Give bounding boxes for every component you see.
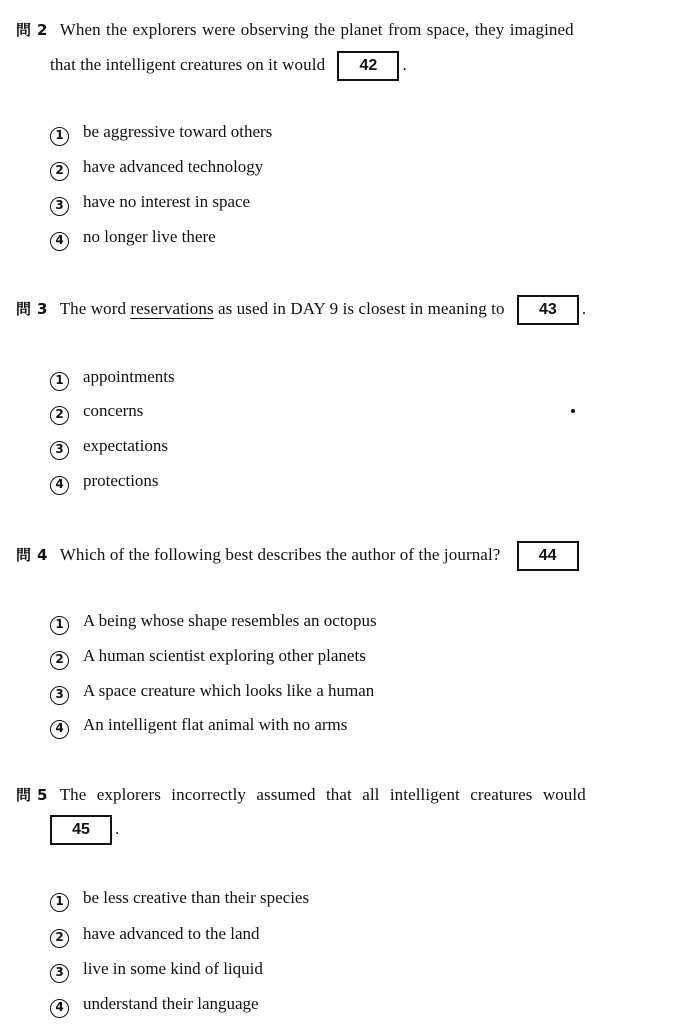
option-1[interactable] (50, 365, 175, 391)
stray-dot (571, 409, 575, 413)
circled-number-1-icon: 1 (50, 616, 69, 635)
option-4[interactable] (50, 469, 159, 495)
circled-number-2-icon: 2 (50, 406, 69, 425)
option-text: live in some kind of liquid (83, 959, 263, 978)
circled-number-1-icon: 1 (50, 372, 69, 391)
option-3[interactable] (50, 957, 263, 983)
question-text-after: as used in DAY 9 is closest in meaning to (217, 298, 505, 318)
period: . (402, 54, 407, 74)
question-stem-line-1 (16, 18, 574, 42)
period: . (581, 298, 587, 318)
circled-number-2-icon: 2 (50, 929, 69, 948)
answer-box[interactable]: 45 (50, 815, 112, 845)
option-text: concerns (83, 401, 144, 420)
option-4[interactable] (50, 225, 216, 251)
question-number: 問 3 (16, 299, 48, 318)
question-text-before: The word (59, 298, 127, 318)
option-1[interactable] (50, 120, 272, 146)
answer-box[interactable]: 43 (517, 295, 579, 325)
option-2[interactable] (50, 399, 143, 425)
circled-number-1-icon: 1 (50, 127, 69, 146)
question-stem-line-1 (16, 541, 579, 571)
circled-number-4-icon: 4 (50, 720, 69, 739)
option-2[interactable] (50, 922, 260, 948)
option-text: A human scientist exploring other planets (83, 646, 366, 665)
question-number: 問 5 (16, 786, 48, 804)
option-text: appointments (83, 367, 175, 386)
option-3[interactable] (50, 679, 374, 705)
circled-number-2-icon: 2 (50, 651, 69, 670)
question-stem-line-1 (16, 295, 586, 325)
question-text: that the intelligent creatures on it would (50, 54, 326, 74)
option-text: A being whose shape resembles an octopus (83, 611, 377, 630)
question-stem-line-2 (50, 51, 407, 81)
question-text: The explorers incorrectly assumed that all intelligent creatures would (59, 785, 586, 804)
option-2[interactable] (50, 155, 263, 181)
option-text: A space creature which looks like a human (83, 681, 375, 700)
underlined-word: reservations (130, 298, 214, 318)
option-4[interactable] (50, 992, 259, 1018)
period: . (115, 818, 120, 838)
option-1[interactable] (50, 609, 377, 635)
option-text: expectations (83, 436, 168, 455)
circled-number-3-icon: 3 (50, 964, 69, 983)
question-text: When the explorers were observing the planet from space, they imagined (59, 20, 574, 39)
option-text: have advanced to the land (83, 924, 260, 943)
circled-number-3-icon: 3 (50, 441, 69, 460)
circled-number-1-icon: 1 (50, 893, 69, 912)
option-text: have no interest in space (83, 192, 251, 211)
circled-number-4-icon: 4 (50, 476, 69, 495)
circled-number-4-icon: 4 (50, 999, 69, 1018)
answer-box[interactable]: 44 (517, 541, 579, 571)
option-3[interactable] (50, 190, 250, 216)
option-text: no longer live there (83, 227, 216, 246)
answer-box[interactable]: 42 (337, 51, 399, 81)
option-text: protections (83, 471, 159, 490)
question-stem-line-1 (16, 783, 586, 807)
option-2[interactable] (50, 644, 366, 670)
option-4[interactable] (50, 713, 347, 739)
option-text: be aggressive toward others (83, 122, 273, 141)
circled-number-3-icon: 3 (50, 686, 69, 705)
option-3[interactable] (50, 434, 168, 460)
circled-number-4-icon: 4 (50, 232, 69, 251)
question-stem-line-2 (42, 815, 119, 845)
option-text: be less creative than their species (83, 888, 310, 907)
option-1[interactable] (50, 886, 309, 912)
option-text: understand their language (83, 994, 259, 1013)
option-text: have advanced technology (83, 157, 264, 176)
circled-number-3-icon: 3 (50, 197, 69, 216)
question-text: Which of the following best describes the author of the journal? (59, 544, 501, 564)
option-text: An intelligent flat animal with no arms (83, 715, 348, 734)
question-number: 問 2 (16, 21, 48, 39)
question-number: 問 4 (16, 545, 48, 564)
circled-number-2-icon: 2 (50, 162, 69, 181)
